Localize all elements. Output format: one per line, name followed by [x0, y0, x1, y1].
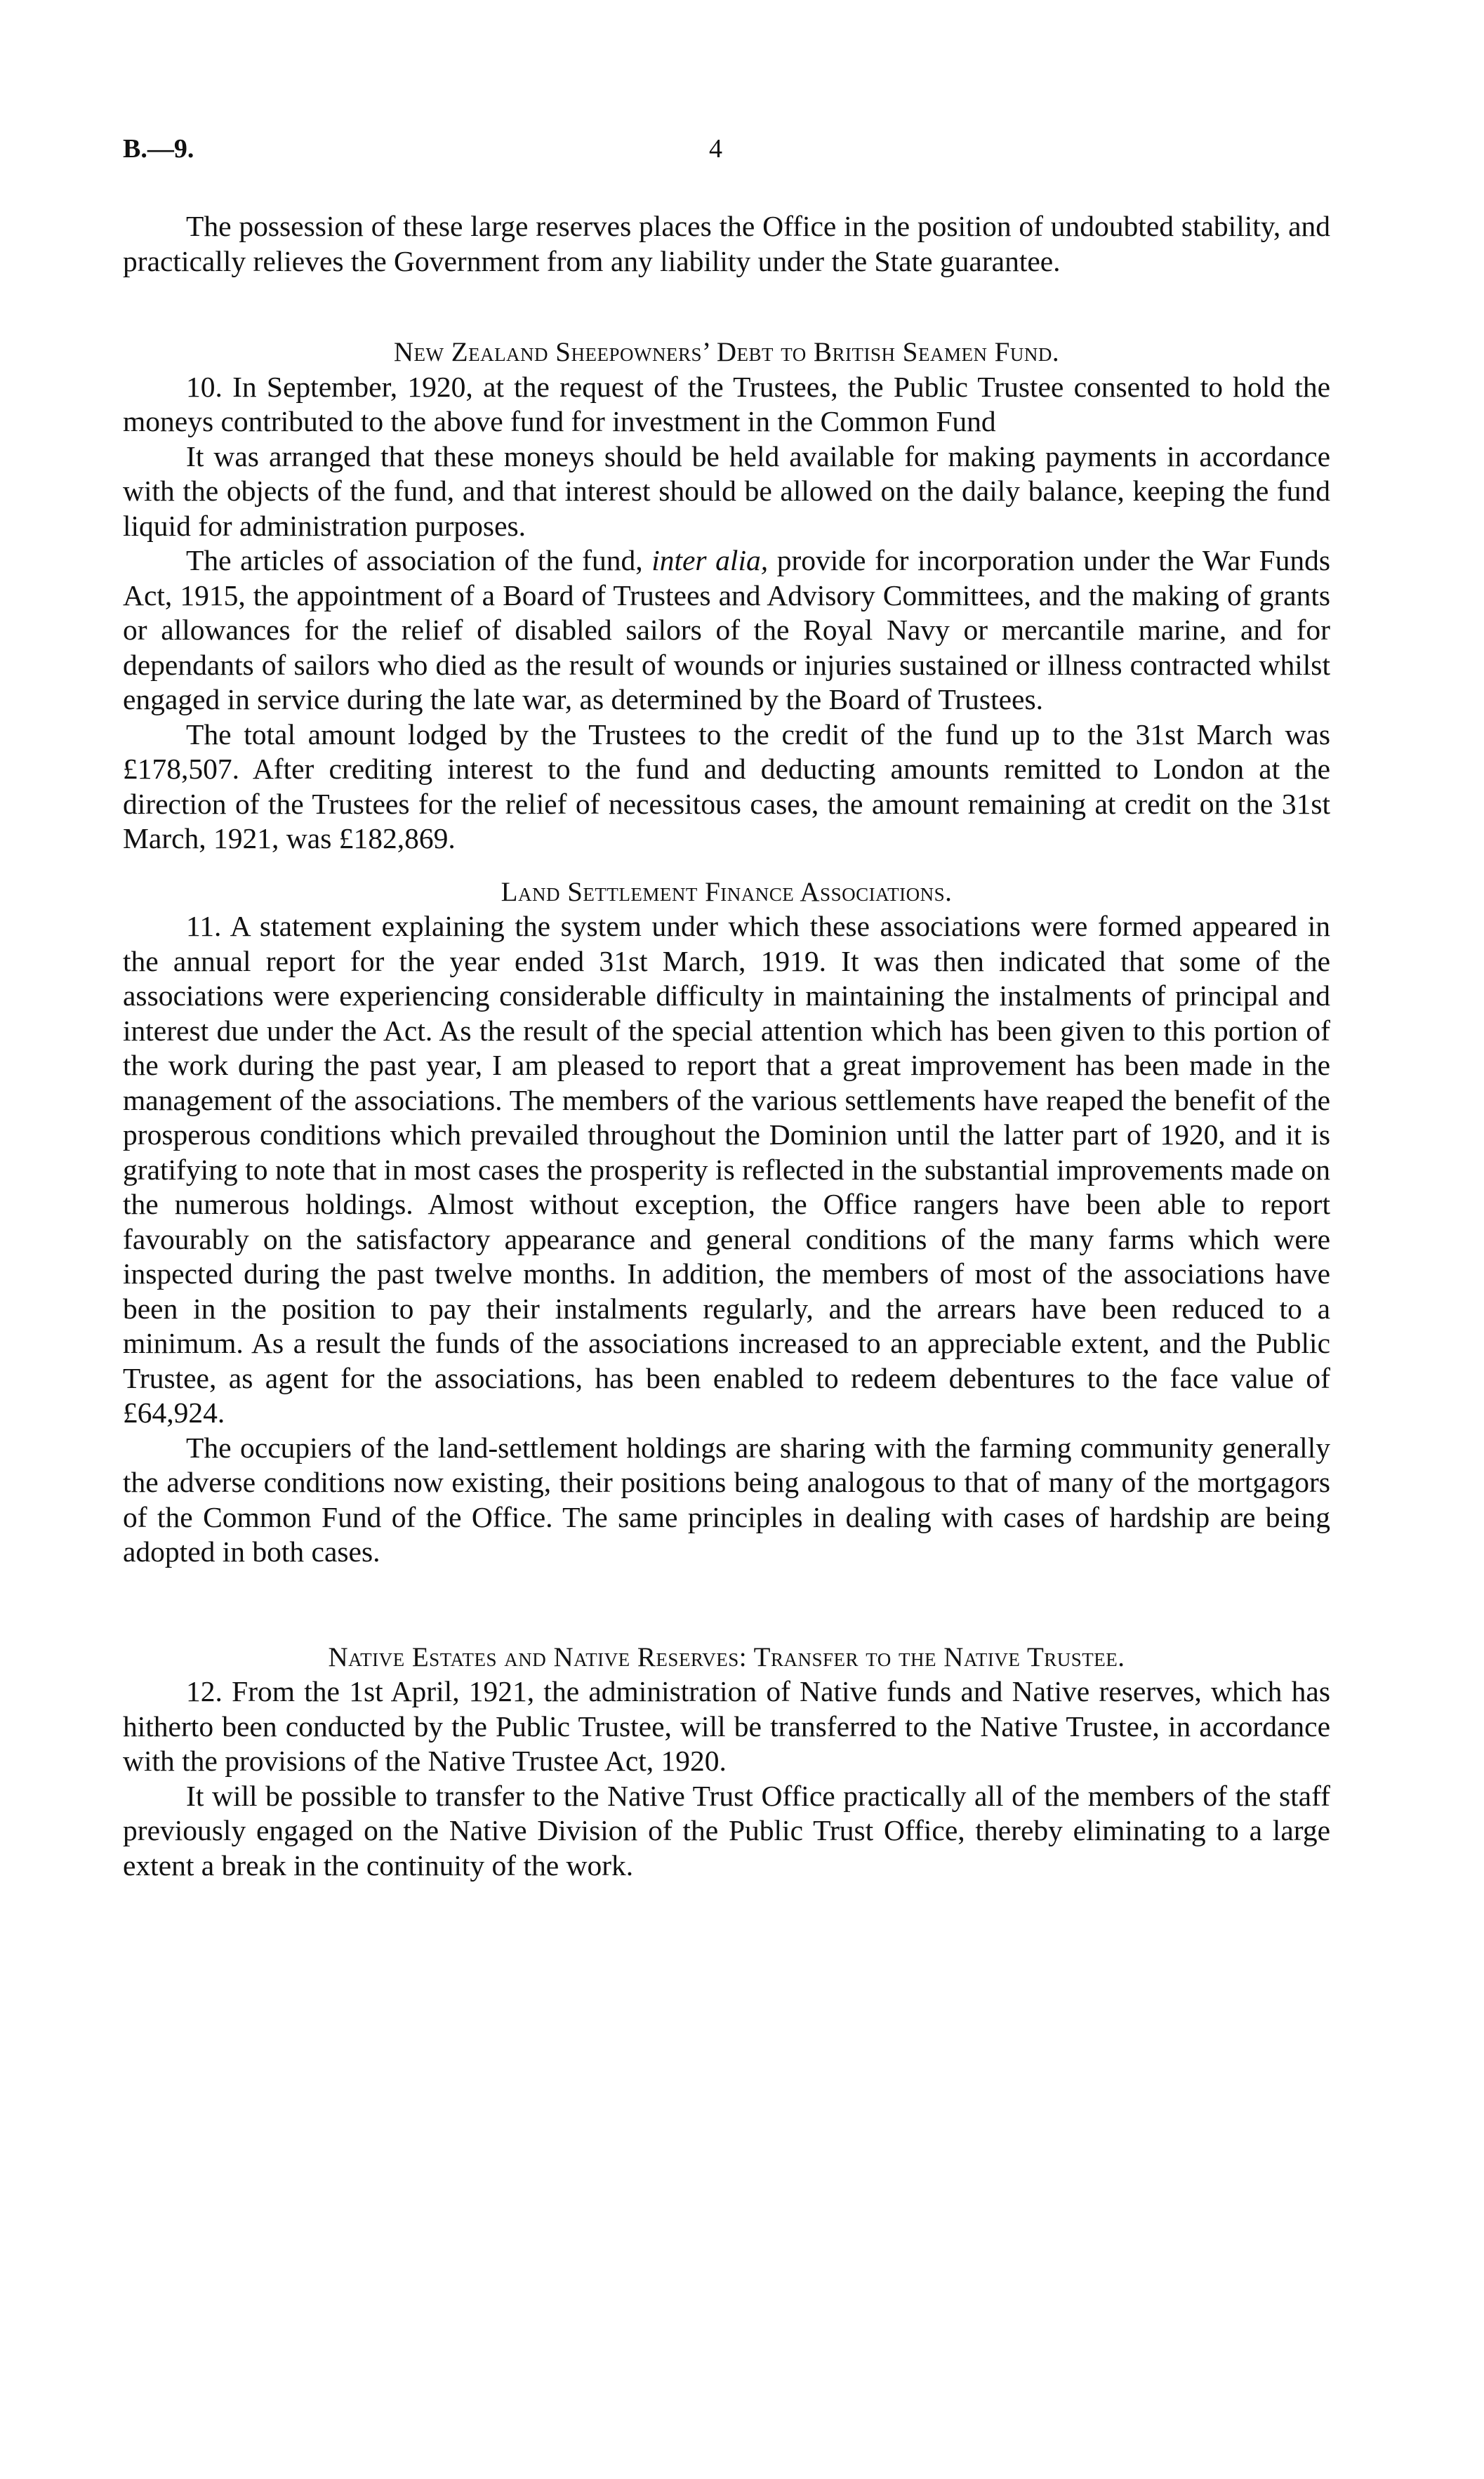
paragraph-12-staff-transfer: It will be possible to transfer to the Native Trust Office practically all of the members of the staff previously engaged on the Native Division of the Public Trust Office, thereby eliminating to a large extent a break in the continuity of the work. — [123, 1779, 1330, 1882]
paragraph-10-total-amount: The total amount lodged by the Trustees to the credit of the fund up to the 31st March was £178,507. After crediting interest to the fund and deducting amounts remitted to London at the direction of the Trustees for the relief of necessitous cases, the amount remaining at credit on the 31st March, 1921, was £182,869. — [123, 718, 1330, 854]
paragraph-10: 10. In September, 1920, at the request of the Trustees, the Public Trustee consented to hold the moneys contributed to the above fund for investment in the Common Fund — [123, 370, 1330, 437]
running-header — [123, 133, 1330, 176]
page-number: 4 — [709, 134, 722, 164]
document-page — [123, 133, 1330, 1883]
articles-text-start: The articles of association of the fund, — [186, 544, 652, 576]
paragraph-12: 12. From the 1st April, 1921, the administration of Native funds and Native reserves, which has hitherto been conducted by the Public Trustee, will be transferred to the Native Trustee, in accordance with the provisions of the Native Trustee Act, 1920. — [123, 1675, 1330, 1777]
inter-alia-italic: inter alia, — [651, 544, 769, 576]
document-reference: B.—9. — [123, 134, 194, 164]
paragraph-11-occupiers: The occupiers of the land-settlement holdings are sharing with the farming community generally the adverse conditions now existing, their positions being analogous to that of many of the mortgagors of the Common Fund of the Office. The same principles in dealing with cases of hardship are being adopted in both cases. — [123, 1431, 1330, 1568]
section-heading-sheepowners: New Zealand Sheepowners’ Debt to British Seamen Fund. — [393, 337, 1060, 367]
articles-text-end: provide for incorporation under the War Funds Act, 1915, the appointment of a Board of Trustees and Advisory Committees, and the making of grants or allowances for the relief of disabled sailors of the Royal Navy or mercantile marine, and for dependants of sailors who died as the result of wounds or injuries sustained or illness contracted whilst engaged in service during the late war, as determined by the Board of Trustees. — [123, 544, 1330, 715]
paragraph-11: 11. A statement explaining the system under which these associations were formed appeared in the annual report for the year ended 31st March, 1919. It was then indicated that some of the associations were experiencing considerable difficulty in maintaining the instalments of principal and interest due under the Act. As the result of the special attention which has been given to this portion of the work during the past year, I am pleased to report that a great improvement has been made in the management of the associations. The members of the various settlements have reaped the benefit of the prosperous conditions which prevailed throughout the Dominion until the latter part of 1920, and it is gratifying to note that in most cases the prosperity is reflected in the substantial improvements made on the numerous holdings. Almost without exception, the Office rangers have been able to report favourably on the satisfactory appearance and general conditions of the many farms which were inspected during the past twelve months. In addition, the members of most of the associations have been in the position to pay their instalments regularly, and the arrears have been reduced to a minimum. As a result the funds of the associations increased to an appreciable extent, and the Public Trustee, as agent for the associations, has been enabled to redeem debentures to the face value of £64,924. — [123, 910, 1330, 1429]
section-heading-land-settlement: Land Settlement Finance Associations. — [501, 876, 953, 907]
paragraph-10-articles — [123, 543, 1330, 718]
section-heading-native-estates: Native Estates and Native Reserves: Transfer to the Native Trustee. — [328, 1641, 1125, 1672]
paragraph-10-arrangement: It was arranged that these moneys should be held available for making payments in accordance with the objects of the fund, and that interest should be allowed on the daily balance, keeping the fund liquid for administration purposes. — [123, 439, 1330, 542]
intro-paragraph: The possession of these large reserves places the Office in the position of undoubted stability, and practically relieves the Government from any liability under the State guarantee. — [123, 210, 1330, 277]
